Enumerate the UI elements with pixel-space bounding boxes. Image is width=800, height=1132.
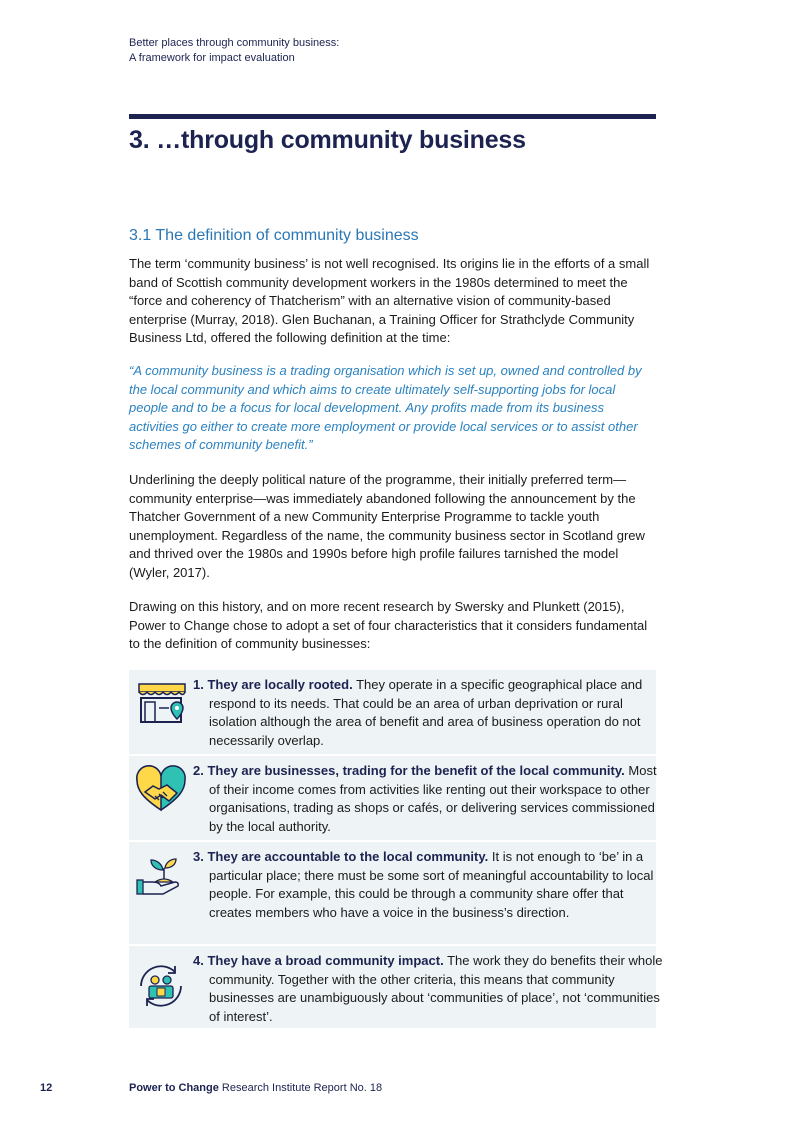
- paragraph-political: Underlining the deeply political nature of the programme, their initially preferred term—community enterprise—was immediately abandoned following the announcement by the Thatcher Government of a new Community Enterprise Programme to tackle youth unemployment. Regardless of the name, the community business sector in Scotland grew and thrived over the 1980s and 1990s before high profile failures tarnished the model (Wyler, 2017).: [129, 472, 645, 580]
- characteristic-item: [129, 946, 663, 1028]
- definition-quote: “A community business is a trading organisation which is set up, owned and controlled by the local community and which aims to create ultimately self-supporting jobs for local people and to be a focus for local development. Any profits made from its business activities go either to create more employment or provide local services or to assist other schemes of community benefit.”: [129, 363, 642, 452]
- footer-report-title: [129, 1082, 382, 1094]
- community-cycle-icon: [133, 958, 189, 1014]
- title-rule: [129, 114, 656, 119]
- characteristic-item: [129, 756, 656, 842]
- characteristic-body: The work they do benefits their whole community. Together with the other criteria, this means that community businesses are unambiguously about ‘communities of place’, not ‘communities of interest’.: [209, 953, 663, 1024]
- characteristic-lead: They are businesses, trading for the benefit of the local community.: [207, 763, 625, 778]
- heart-handshake-icon: [133, 762, 189, 818]
- characteristic-number: 4.: [193, 953, 204, 968]
- characteristic-text: [193, 848, 669, 922]
- footer-report-name: Research Institute Report No. 18: [221, 1082, 383, 1094]
- page-number: 12: [40, 1082, 53, 1094]
- shopfront-location-icon: [133, 678, 189, 734]
- characteristic-text: [193, 676, 669, 750]
- chapter-title: 3. …through community business: [129, 126, 526, 154]
- characteristics-box: [129, 670, 663, 1028]
- characteristic-lead: They have a broad community impact.: [207, 953, 444, 968]
- characteristic-text: [193, 952, 669, 1026]
- characteristic-number: 2.: [193, 763, 204, 778]
- hand-seedling-icon: [133, 846, 189, 902]
- running-head-line-2: A framework for impact evaluation: [129, 52, 295, 64]
- characteristic-body: Most of their income comes from activities like renting out their workspace to other organisations, trading as shops or cafés, or delivering services commissioned by the local authority.: [209, 763, 657, 834]
- characteristic-item: [129, 670, 656, 756]
- characteristic-item: [129, 842, 656, 946]
- characteristic-lead: They are locally rooted.: [207, 677, 353, 692]
- characteristic-body: They operate in a specific geographical place and respond to its needs. That could be an area of urban deprivation or rural isolation although the area of benefit and area of business operation do not necessarily overlap.: [209, 677, 643, 748]
- running-head-line-1: Better places through community business:: [129, 37, 340, 49]
- footer-org-name: Power to Change: [129, 1082, 219, 1094]
- characteristic-number: 3.: [193, 849, 204, 864]
- running-head: [129, 36, 529, 66]
- characteristic-number: 1.: [193, 677, 204, 692]
- characteristic-lead: They are accountable to the local community.: [207, 849, 489, 864]
- characteristic-text: [193, 762, 669, 836]
- paragraph-characteristics-intro: Drawing on this history, and on more recent research by Swersky and Plunkett (2015), Power to Change chose to adopt a set of four characteristics that it considers fundamental to the definition of community businesses:: [129, 599, 648, 651]
- section-title: 3.1 The definition of community business: [129, 227, 419, 244]
- characteristic-body: It is not enough to ‘be’ in a particular place; there must be some sort of meaningful accountability to local people. For example, this could be through a community share offer that creates members who have a voice in the business’s direction.: [209, 849, 654, 920]
- paragraph-origins: The term ‘community business’ is not well recognised. Its origins lie in the efforts of a small band of Scottish community development workers in the 1980s determined to meet the “force and coherency of Thatcherism” with an alternative vision of community-based enterprise (Murray, 2018). Glen Buchanan, a Training Officer for Strathclyde Community Business Ltd, offered the following definition at the time:: [129, 256, 650, 345]
